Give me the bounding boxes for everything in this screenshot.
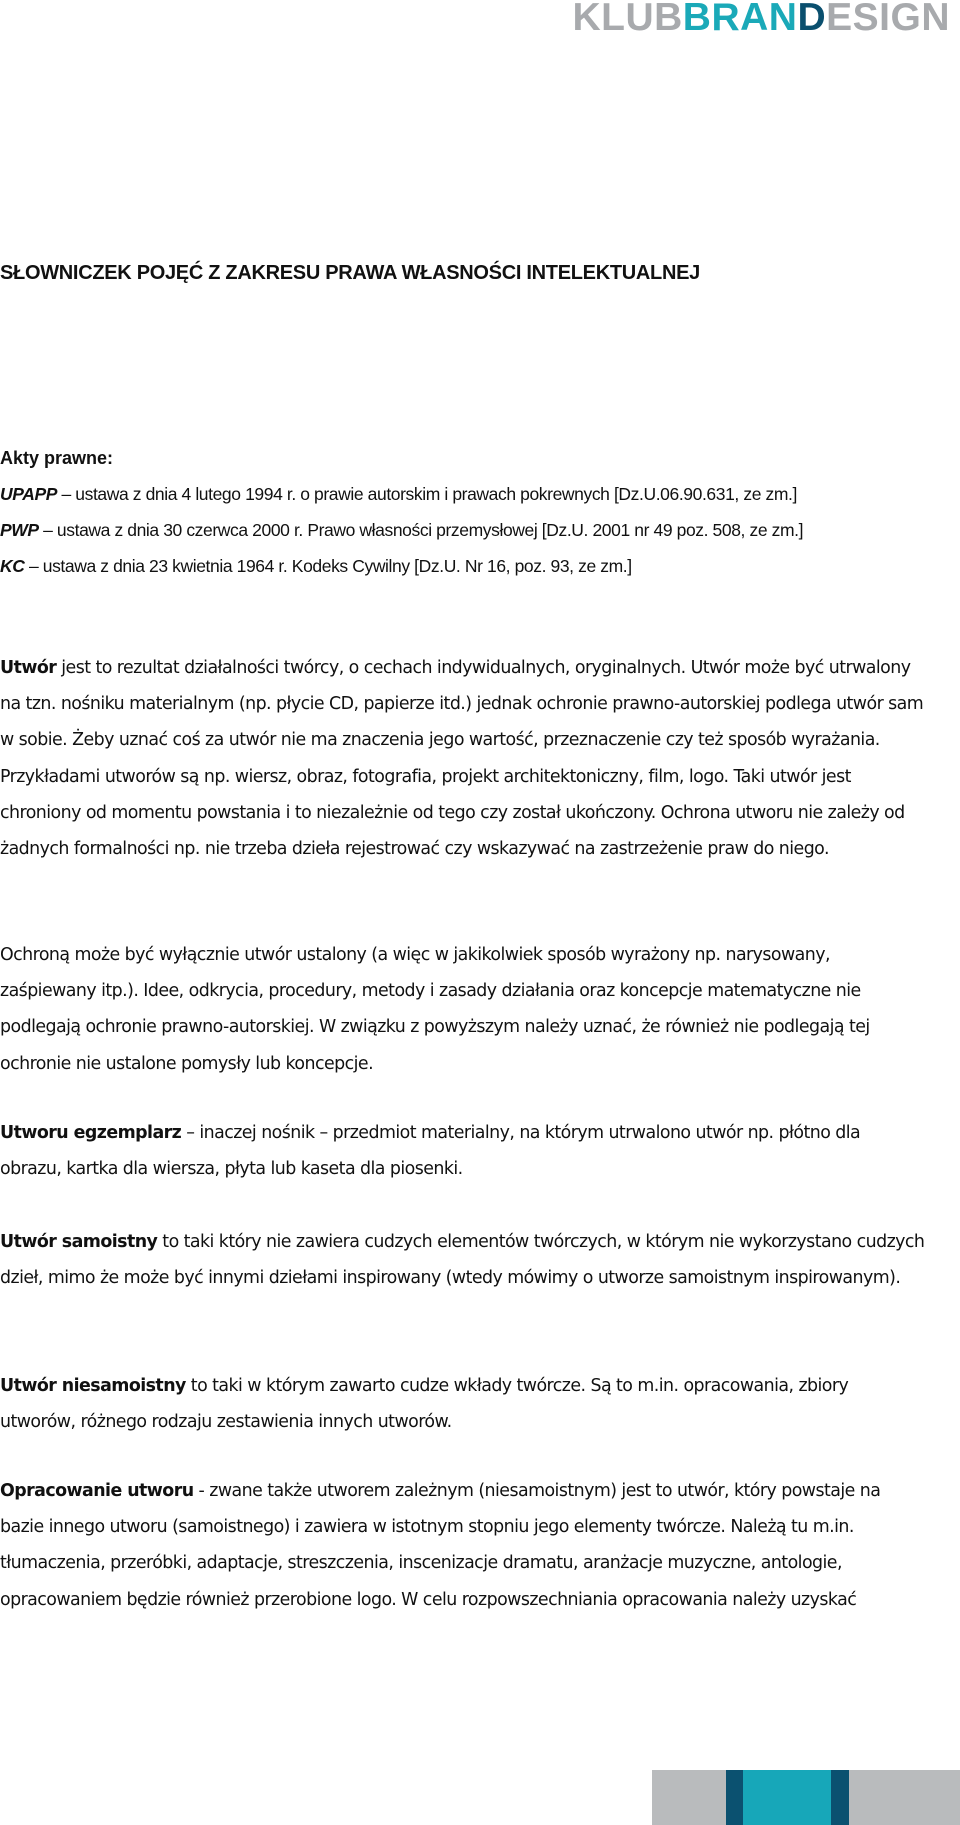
definition-opracowanie-utworu xyxy=(0,1473,925,1618)
definition-utwor xyxy=(0,650,925,867)
definition-term: Utwór niesamoistny xyxy=(0,1376,186,1396)
footer-bar-navy-segment xyxy=(831,1770,849,1825)
logo-part-klub: KLUB xyxy=(572,0,683,39)
document-title: SŁOWNICZEK POJĘĆ Z ZAKRESU PRAWA WŁASNOŚCI INTELEKTUALNEJ xyxy=(0,262,700,284)
definition-term: Utwór samoistny xyxy=(0,1232,158,1252)
act-description: – ustawa z dnia 23 kwietnia 1964 r. Kodeks Cywilny [Dz.U. Nr 16, poz. 93, ze zm.] xyxy=(24,556,632,576)
legal-acts-heading: Akty prawne: xyxy=(0,448,114,468)
footer-color-bar xyxy=(652,1770,960,1825)
footer-bar-teal-segment xyxy=(743,1770,831,1825)
definition-term: Utwór xyxy=(0,658,57,678)
legal-act-upapp xyxy=(0,476,803,512)
definition-text: to taki który nie zawiera cudzych elementów twórczych, w którym nie wykorzystano cudzych dzieł, mimo że może być innymi dziełami inspirowany (wtedy mówimy o utworze samoistnym inspirowanym). xyxy=(0,1232,925,1289)
definition-utwor-niesamoistny xyxy=(0,1368,925,1440)
logo-part-bran: BRAN xyxy=(682,0,798,39)
definition-text: jest to rezultat działalności twórcy, o cechach indywidualnych, oryginalnych. Utwór może być utrwalony na tzn. nośniku materialnym (np. płycie CD, papierze itd.) jednak ochronie prawno-autorskiej podlega utwór sam w sobie. Żeby uznać coś za utwór nie ma znaczenia jego wartość, przeznaczenie czy też sposób wyrażania. Przykładami utworów są np. wiersz, obraz, fotografia, projekt architektoniczny, film, logo. Taki utwór jest chroniony od momentu powstania i to niezależnie od tego czy został ukończony. Ochrona utworu nie zależy od żadnych formalności np. nie trzeba dzieła rejestrować czy wskazywać na zastrzeżenie praw do niego. xyxy=(0,658,924,860)
definition-utworu-egzemplarz xyxy=(0,1115,925,1187)
legal-acts-section xyxy=(0,440,803,584)
paragraph-protection xyxy=(0,937,925,1082)
act-abbreviation: KC xyxy=(0,556,25,576)
definition-text: to taki w którym zawarto cudze wkłady twórcze. Są to m.in. opracowania, zbiory utworów, różnego rodzaju zestawienia innych utworów. xyxy=(0,1376,849,1433)
definition-text: - zwane także utworem zależnym (niesamoistnym) jest to utwór, który powstaje na bazie innego utworu (samoistnego) i zawiera w istotnym stopniu jego elementy twórcze. Należą tu m.in. tłumaczenia, przeróbki, adaptacje, streszczenia, inscenizacje dramatu, aranżacje muzyczne, antologie, opracowaniem będzie również przerobione logo. W celu rozpowszechniania opracowania należy uzyskać xyxy=(0,1481,881,1610)
definition-utwor-samoistny xyxy=(0,1224,925,1296)
logo-part-esign: ESIGN xyxy=(826,0,950,39)
act-abbreviation: PWP xyxy=(0,520,39,540)
legal-act-kc xyxy=(0,548,803,584)
definition-term: Opracowanie utworu xyxy=(0,1481,194,1501)
paragraph-text: Ochroną może być wyłącznie utwór ustalony (a więc w jakikolwiek sposób wyrażony np. narysowany, zaśpiewany itp.). Idee, odkrycia, procedury, metody i zasady działania oraz koncepcje matematyczne nie podlegają ochronie prawno-autorskiej. W związku z powyższym należy uznać, że również nie podlegają tej ochronie nie ustalone pomysły lub koncepcje. xyxy=(0,945,870,1074)
act-description: – ustawa z dnia 4 lutego 1994 r. o prawie autorskim i prawach pokrewnych [Dz.U.06.90.631, ze zm.] xyxy=(57,484,797,504)
footer-bar-grey-segment xyxy=(652,1770,726,1825)
definition-term: Utworu egzemplarz xyxy=(0,1123,182,1143)
definition-text: – inaczej nośnik – przedmiot materialny, na którym utrwalono utwór np. płótno dla obrazu, kartka dla wiersza, płyta lub kaseta dla piosenki. xyxy=(0,1123,861,1180)
act-abbreviation: UPAPP xyxy=(0,484,57,504)
footer-bar-navy-segment xyxy=(726,1770,743,1825)
footer-bar-grey-segment xyxy=(849,1770,960,1825)
brand-logo xyxy=(572,0,950,39)
logo-part-d: D xyxy=(797,0,827,39)
act-description: – ustawa z dnia 30 czerwca 2000 r. Prawo własności przemysłowej [Dz.U. 2001 nr 49 poz. 508, ze zm.] xyxy=(38,520,804,540)
legal-act-pwp xyxy=(0,512,803,548)
